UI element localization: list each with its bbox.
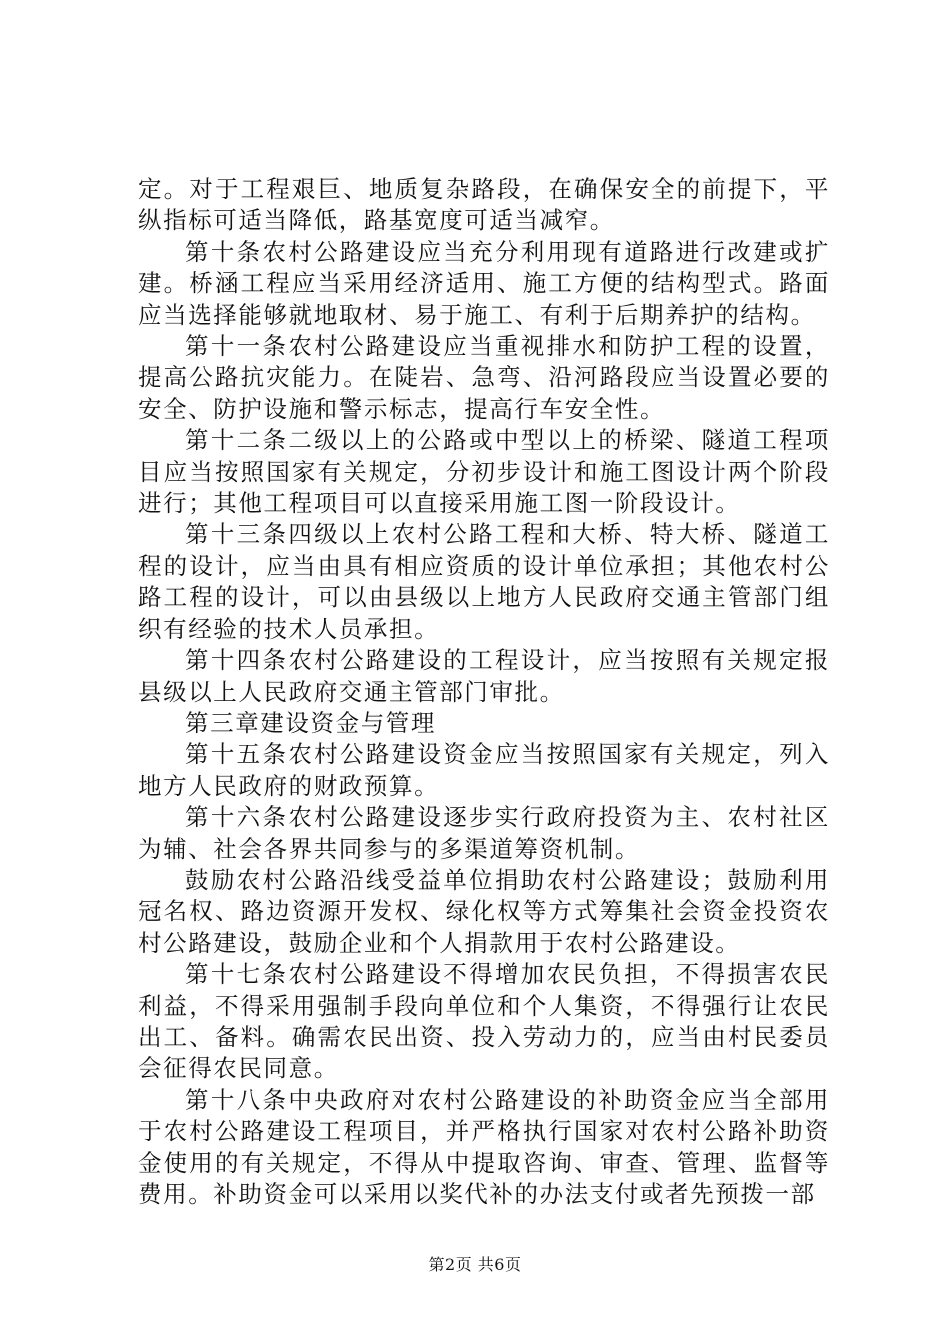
paragraph-article-15: 第十五条农村公路建设资金应当按照国家有关规定，列入地方人民政府的财政预算。	[138, 740, 830, 800]
paragraph-article-11: 第十一条农村公路建设应当重视排水和防护工程的设置，提高公路抗灾能力。在陡岩、急弯、沿河路段应当设置必要的安全、防护设施和警示标志，提高行车安全性。	[138, 332, 830, 423]
page-number-footer: 第2页 共6页	[428, 1255, 522, 1274]
paragraph-article-18: 第十八条中央政府对农村公路建设的补助资金应当全部用于农村公路建设工程项目，并严格执行国家对农村公路补助资金使用的有关规定，不得从中提取咨询、审查、管理、监督等费用。补助资金可以采用以奖代补的办法支付或者先预拨一部	[138, 1085, 830, 1208]
paragraph-article-14: 第十四条农村公路建设的工程设计，应当按照有关规定报县级以上人民政府交通主管部门审批。	[138, 646, 830, 706]
document-body	[138, 174, 830, 1210]
paragraph-article-17: 第十七条农村公路建设不得增加农民负担，不得损害农民利益，不得采用强制手段向单位和个人集资，不得强行让农民出工、备料。确需农民出资、投入劳动力的，应当由村民委员会征得农民同意。	[138, 960, 830, 1083]
paragraph-article-16: 第十六条农村公路建设逐步实行政府投资为主、农村社区为辅、社会各界共同参与的多渠道筹资机制。	[138, 803, 830, 863]
paragraph-article-12: 第十二条二级以上的公路或中型以上的桥梁、隧道工程项目应当按照国家有关规定，分初步设计和施工图设计两个阶段进行；其他工程项目可以直接采用施工图一阶段设计。	[138, 426, 830, 518]
paragraph-encourage: 鼓励农村公路沿线受益单位捐助农村公路建设；鼓励利用冠名权、路边资源开发权、绿化权等方式筹集社会资金投资农村公路建设，鼓励企业和个人捐款用于农村公路建设。	[138, 865, 830, 957]
chapter-heading: 第三章建设资金与管理	[185, 708, 436, 737]
paragraph-continuation: 定。对于工程艰巨、地质复杂路段，在确保安全的前提下，平纵指标可适当降低，路基宽度可适当减窄。	[138, 175, 830, 235]
paragraph-article-10: 第十条农村公路建设应当充分利用现有道路进行改建或扩建。桥涵工程应当采用经济适用、施工方便的结构型式。路面应当选择能够就地取材、易于施工、有利于后期养护的结构。	[138, 237, 830, 329]
paragraph-article-13: 第十三条四级以上农村公路工程和大桥、特大桥、隧道工程的设计，应当由具有相应资质的设计单位承担；其他农村公路工程的设计，可以由县级以上地方人民政府交通主管部门组织有经验的技术人员承担。	[138, 520, 830, 643]
